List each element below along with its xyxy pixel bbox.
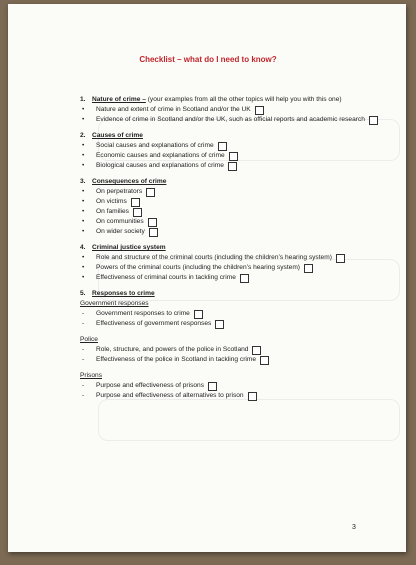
- section-note: (your examples from all the other topics will help you with this one): [145, 96, 342, 103]
- checkbox[interactable]: [208, 382, 217, 391]
- section-heading: [80, 177, 380, 187]
- checklist-section: [80, 289, 380, 329]
- bullet-marker: •: [82, 188, 85, 195]
- checkbox[interactable]: [228, 162, 237, 171]
- checkbox[interactable]: [149, 228, 158, 237]
- checkbox[interactable]: [336, 254, 345, 263]
- checklist-item-text: Government responses to crime: [96, 310, 190, 317]
- checklist-item: [80, 207, 380, 217]
- bullet-marker: •: [82, 228, 85, 235]
- bullet-marker: -: [82, 346, 85, 353]
- bullet-marker: •: [82, 152, 85, 159]
- checklist-item-text: Role, structure, and powers of the police in Scotland: [96, 346, 249, 353]
- checklist-section: [80, 335, 380, 365]
- checkbox[interactable]: [240, 274, 249, 283]
- bullet-marker: -: [82, 392, 85, 399]
- checklist-item: [80, 161, 380, 171]
- checklist-section: [80, 95, 380, 125]
- checkbox[interactable]: [194, 310, 203, 319]
- checkbox[interactable]: [369, 116, 378, 125]
- section-heading: [80, 371, 380, 381]
- checklist-item-text: Evidence of crime in Scotland and/or the UK, such as official reports and academic research: [96, 116, 365, 123]
- bullet-marker: •: [82, 264, 85, 271]
- section-title: Police: [80, 336, 98, 343]
- checklist-item-text: Role and structure of the criminal courts (including the children’s hearing system): [96, 254, 332, 261]
- checkbox[interactable]: [248, 392, 257, 401]
- section-heading: [80, 335, 380, 345]
- checklist-item: [80, 319, 380, 329]
- bullet-marker: -: [82, 320, 85, 327]
- checklist-section: [80, 243, 380, 283]
- section-number: 5.: [80, 290, 86, 297]
- checklist-item-text: Effectiveness of the police in Scotland in tackling crime: [96, 356, 257, 363]
- bullet-marker: -: [82, 382, 85, 389]
- bullet-marker: •: [82, 208, 85, 215]
- bullet-marker: -: [82, 356, 85, 363]
- checklist-section: [80, 131, 380, 171]
- checklist-item: [80, 273, 380, 283]
- checkbox[interactable]: [133, 208, 142, 217]
- section-heading: [80, 243, 380, 253]
- checklist-item: [80, 115, 380, 125]
- bullet-marker: •: [82, 254, 85, 261]
- section-title: Responses to crime: [92, 290, 155, 297]
- checklist-item: [80, 105, 380, 115]
- bullet-marker: •: [82, 198, 85, 205]
- bullet-marker: •: [82, 218, 85, 225]
- page-number: 3: [352, 524, 356, 531]
- checklist-item: [80, 217, 380, 227]
- checklist-item: [80, 391, 380, 401]
- checklist-item: [80, 309, 380, 319]
- section-title: Consequences of crime: [92, 178, 167, 185]
- checklist-item-text: Powers of the criminal courts (including the children’s hearing system): [96, 264, 301, 271]
- checkbox[interactable]: [255, 106, 264, 115]
- bullet-marker: •: [82, 106, 85, 113]
- checklist-item-text: Purpose and effectiveness of prisons: [96, 382, 205, 389]
- section-heading: [80, 289, 380, 299]
- checklist-section: [80, 177, 380, 237]
- bullet-marker: •: [82, 142, 85, 149]
- bullet-marker: •: [82, 116, 85, 123]
- checkbox[interactable]: [148, 218, 157, 227]
- bullet-marker: -: [82, 310, 85, 317]
- checklist-item-text: On communities: [96, 218, 144, 225]
- checkbox[interactable]: [218, 142, 227, 151]
- section-heading: [80, 95, 380, 105]
- section-number: 3.: [80, 178, 86, 185]
- checklist-item: [80, 197, 380, 207]
- checklist-item-text: Biological causes and explanations of crime: [96, 162, 224, 169]
- checklist-item-text: Purpose and effectiveness of alternatives to prison: [96, 392, 244, 399]
- section-title: Prisons: [80, 372, 102, 379]
- checklist-item-text: Effectiveness of government responses: [96, 320, 212, 327]
- checklist-item: [80, 263, 380, 273]
- checkbox[interactable]: [252, 346, 261, 355]
- section-title: Criminal justice system: [92, 244, 166, 251]
- section-number: 2.: [80, 132, 86, 139]
- section-heading: [80, 131, 380, 141]
- section-subheading: Government responses: [80, 300, 149, 307]
- checklist-item: [80, 151, 380, 161]
- page-title: Checklist – what do I need to know?: [139, 55, 277, 64]
- checkbox[interactable]: [146, 188, 155, 197]
- section-number: 1.: [80, 96, 86, 103]
- checklist-item-text: Economic causes and explanations of crime: [96, 152, 225, 159]
- checklist-item-text: On perpetrators: [96, 188, 143, 195]
- checklist-item: [80, 381, 380, 391]
- checkbox[interactable]: [229, 152, 238, 161]
- checklist-item-text: On wider society: [96, 228, 145, 235]
- checklist-item: [80, 355, 380, 365]
- checklist-section: [80, 371, 380, 401]
- checkbox[interactable]: [304, 264, 313, 273]
- checklist-item-text: Social causes and explanations of crime: [96, 142, 214, 149]
- bullet-marker: •: [82, 162, 85, 169]
- checklist-item: [80, 345, 380, 355]
- bullet-marker: •: [82, 274, 85, 281]
- checklist: [80, 95, 380, 407]
- checkbox[interactable]: [260, 356, 269, 365]
- section-number: 4.: [80, 244, 86, 251]
- checklist-item-text: On victims: [96, 198, 127, 205]
- section-title: Nature of crime –: [92, 96, 146, 103]
- checkbox[interactable]: [131, 198, 140, 207]
- checklist-item: [80, 227, 380, 237]
- checklist-item-text: Nature and extent of crime in Scotland and/or the UK: [96, 106, 251, 113]
- checklist-item-text: Effectiveness of criminal courts in tackling crime: [96, 274, 236, 281]
- checkbox[interactable]: [215, 320, 224, 329]
- checklist-item: [80, 141, 380, 151]
- checklist-item-text: On families: [96, 208, 129, 215]
- checklist-item: [80, 253, 380, 263]
- section-title: Causes of crime: [92, 132, 143, 139]
- checklist-item: [80, 187, 380, 197]
